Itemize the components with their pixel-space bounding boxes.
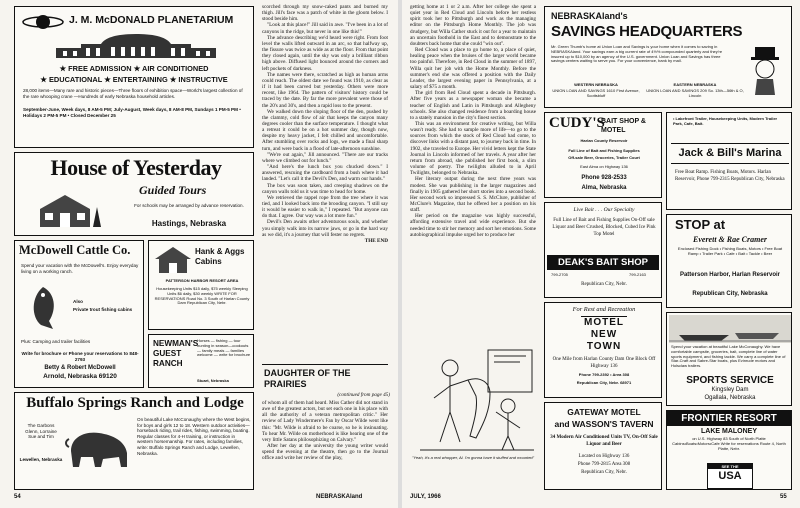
deaks-phone-1: 799-2705 <box>551 272 568 277</box>
western-branch-body: UNION LOAN AND SAVINGS 1610 First Avenue, Scottsbluff <box>552 88 640 98</box>
gateway-body: 34 Modern Air Conditioned Units TV, On-Off Sale Liquor and Beer <box>550 435 658 447</box>
saturn-icon <box>21 11 65 33</box>
gateway-location: Located on Highway 136 <box>578 454 630 459</box>
mcdowell-also: Also <box>73 299 83 304</box>
cramer-body: Enclosed Fishing Dock • Fishing Boats, Motors • Free Boat Ramp • Trailer Park • Cafe • Bait • Tackle • Beer <box>677 246 783 256</box>
article-paragraph: The box was soon taken, and creeping shadows on the canyon walls told us it was time to head for home. <box>262 182 388 195</box>
planetarium-features-2: ★ EDUCATIONAL ★ ENTERTAINING ★ INSTRUCTIVE <box>40 75 228 84</box>
left-article-column <box>262 4 388 362</box>
cartoon-illustration <box>410 342 538 454</box>
article-paragraph: Her period on the magazine was highly successful, affording extensive travel and wide experience. But she needed time to stir her memory and sort her emotions. Some autobiographical impulse urged her to produce her <box>410 213 536 238</box>
gateway-title-1: GATEWAY MOTEL <box>567 407 641 417</box>
gateway-title-2: and WASSON'S TAVERN <box>554 419 654 429</box>
mcdowell-title: McDowell Cattle Co. <box>19 243 131 257</box>
frontier-title: FRONTIER RESORT <box>667 411 791 426</box>
motel-city: Republican City, Nebr. 68971 <box>576 380 632 385</box>
right-folio: 55 <box>780 494 787 500</box>
jackbill-rule-top <box>671 143 789 144</box>
planetarium-ad <box>14 6 254 148</box>
the-end-label: THE END <box>364 237 388 244</box>
right-page <box>402 0 800 508</box>
motel-heading: For Rest and Recreation <box>572 306 636 313</box>
mcdowell-trout: Private trout fishing cabins <box>73 307 133 312</box>
eastern-branch-name: EASTERN NEBRASKA <box>673 82 717 87</box>
article-paragraph: After her day at the university the young writer would spend the evening at the theatre, then go to the Journal office and write her review of the play, <box>262 443 388 462</box>
house-of-yesterday-note: For schools may be arranged by advance reservation. <box>134 203 244 208</box>
gateway-city: Republican City, Nebr. <box>581 470 627 475</box>
jackbill-bullets: • Lakefront Trailer, Housekeeping Units, Modern Trailer Park, Cafe, Bait. <box>673 116 778 126</box>
article-paragraph: The names were there, scratched as high as human arms could reach. The oldest date we found was 1910, as clear as if it had been carved but yesterday. Others were more recent, like 1964. The pattern of visitors' history could be traced by the date. By far the more prevalent were those of the 20's and 30's, and then a rapid loss to the present. <box>262 71 388 109</box>
jackbill-rule-bottom <box>671 163 789 164</box>
cudys-line-3: East Alma on Highway 136 <box>580 164 628 169</box>
article-paragraph: scorched through my snow-caked pants and burned my thigh. Jill's face was a patch of white in the gloom below. I stood beside him. <box>262 4 388 23</box>
newmans-city: Stuart, Nebraska <box>197 378 229 383</box>
article-paragraph: "We're out again," Jill announced. "There are our tracks where we climbed out for lunch." <box>262 151 388 164</box>
newmans-title: NEWMAN'S GUEST RANCH <box>153 339 199 368</box>
savings-title-2: SAVINGS HEADQUARTERS <box>551 23 743 40</box>
see-the-label: SEE THE <box>708 464 752 469</box>
buffalo-owners: The Garbons Glenn, Lorraine Sue and Tim <box>25 423 57 440</box>
sports-town: Kingsley Dam <box>711 387 749 393</box>
house-of-yesterday-ad <box>14 152 254 236</box>
deaks-city: Republican City, Nebr. <box>581 282 627 287</box>
cramer-area: Patterson Harbor, Harlan Reservoir <box>679 272 781 278</box>
stop-title: STOP at <box>675 217 726 232</box>
deaks-phone-2: 799-2163 <box>629 272 646 277</box>
motel-sign-frame <box>581 316 627 317</box>
article-paragraph: "Look at this place!" Jill said in awe. "I've been in a lot of canyons in the ridge, but never in one like this!" <box>262 22 388 35</box>
newmans-body: Horses — fishing — tour hunting in season—cookouts — family meals — families welcome — write for brochure <box>197 338 251 358</box>
motel-name-1: MOTEL <box>584 317 624 328</box>
hank-aggs-body: Housekeeping Units $15 daily, $75 weekly Sleeping Units $6 daily, $30 weekly WRITE FOR RESERVATIONS Road No. 3 South of Harlan County Dam Republican City, Nebr. <box>154 286 250 306</box>
mcdowell-body: Spend your vacation with the McDowell's. Enjoy everyday living on a working ranch. <box>21 263 139 274</box>
hank-aggs-resort: PATTERSON HARBOR RESORT AREA <box>165 278 239 283</box>
motel-name-3: TOWN <box>586 341 622 352</box>
cabin-icon <box>153 245 193 275</box>
motel-name-2: NEW <box>590 329 618 340</box>
daughter-column <box>262 400 388 490</box>
usa-label: USA <box>718 470 742 482</box>
frontier-lake: LAKE MALONEY <box>701 428 757 435</box>
article-paragraph: getting home at 1 or 2 a.m. After her college she spent a quiet year in Red Cloud and Lincoln before her restless spirit took her to Pittsburgh and work as the managing editor on the Pittsburgh Home Monthly. The job was drudgery, but Willa Cather stuck it out for a year to maintain an uncertain foothold in the East and to demonstrate to the doubters back home that she could "win out". <box>410 4 536 47</box>
cudys-city: Alma, Nebraska <box>581 185 627 191</box>
jack-bills-marina-ad <box>666 112 792 210</box>
sports-body: Spend your vacation at beautiful Lake McConaughy. We have comfortable campsite, groceries, bait, complete line of water sports equipment, and fishing tackle. We carry a complete line of Star-Craft and Sabre-Star boats, plus Evinrude motors and Holsclaw trailers. <box>671 344 786 369</box>
cartoon-caption: "Yeah, it's a real whopper, Al. I'm gonna have it stuffed and mounted" <box>412 455 535 460</box>
buffalo-springs-ad <box>14 392 254 490</box>
cramer-stop-ad <box>666 214 792 308</box>
continued-note: (continued from page 45) <box>337 392 390 398</box>
left-folio: 54 <box>14 494 21 500</box>
article-paragraph: We retrieved the rappel rope from the tree where it was tied, and I looked back into the brooding canyon. "I still say it would be easier to walk in," I repeated. "But anyone can do that. I agree. Our way was a lot more fun." <box>262 194 388 220</box>
buffalo-body: On beautiful Lake McConaughy where the West begins, for boys and girls 12 to 18. Western outdoor activities—horseback riding, trail rides, fishing, swimming, boating. Regular classes for 4-H training, or instruction in western horsemanship. For rates, including families, write: Buffalo Springs Ranch and Lodge, Lewellen, Nebraska. <box>137 417 251 456</box>
article-paragraph: Red Cloud was a place to go home to, a place of quiet, healing peace when the bruises of the larger world became too painful. Therefore, in Red Cloud in the summer of 1897, Willa quit her job with the Home Monthly. Before the summer's end she was offered a position with the Daily Leader, the largest evening paper in Pennsylvania, at a salary of $75 a month. <box>410 47 536 91</box>
gateway-motel-ad <box>544 402 662 490</box>
cudys-line-2: Off-sale Beer, Groceries, Trailer Court <box>568 155 640 160</box>
article-paragraph: This was an environment for creative writing, but Willa wasn't ready. She had to sample more of life—to go to the sources from which the stock of Red Cloud had come, to discover links with a distant past, to journey back in time. In 1902, she traveled to Europe. Her vivid letters kept the State Journal in Lincoln informed of her travels. A year after her return from abroad, she published her first book, a slim volume of poetry. The twilights alluded to in April Twilights, belonged to Nebraska. <box>410 120 536 177</box>
cudys-line-1: Full Line of Bait and Fishing Supplies <box>568 148 640 153</box>
right-article-column <box>410 4 536 340</box>
left-page <box>0 0 398 508</box>
jumping-fish-icon <box>23 285 63 331</box>
buffalo-owner-city: Lewellen, Nebraska <box>19 457 63 462</box>
motel-body: One Mile from Harlan County Dam One Block Off Highway 136 <box>552 357 656 369</box>
article-paragraph: The girl from Red Cloud spent a decade in Pittsburgh. After five years as a newspaper woman she became a teacher of English and Latin in Pittsburgh and Allegheny schools. She also changed residence from a boarding house to a stately mansion in the city's finest section. <box>410 90 536 121</box>
sports-city: Ogallala, Nebraska <box>704 395 756 401</box>
mcdowell-names: Betty & Robert McDowell <box>44 365 116 371</box>
eastern-branch-body: UNION LOAN AND SAVINGS 209 So. 13th—56th & O, Lincoln <box>646 88 744 98</box>
hank-aggs-ad <box>148 240 254 330</box>
deaks-live-bait: Live Bait . . . Our Specialty <box>573 207 635 213</box>
house-of-yesterday-title: House of Yesterday <box>50 155 222 180</box>
mcdowell-city: Arnold, Nebraska 69120 <box>43 373 117 380</box>
buffalo-icon <box>63 427 133 471</box>
hank-aggs-title: Hank & Aggs Cabins <box>195 247 245 266</box>
cudys-bait-shop-ad <box>544 112 662 198</box>
cudys-phone: Phone 928-2533 <box>581 175 627 181</box>
cudys-area: Harlan County Reservoir <box>580 138 628 143</box>
article-paragraph: We walked down the sloping floor of the den, pushed by the clammy, cold flow of air that keeps the canyon many degrees cooler than the surface temperature. I thought what a retreat it could be on a hot summer day, though now, despite my heavy jacket, I felt chilled and uncomfortable. After stumbling over rocks and logs, we made a final sharp turn, and were back in a flood of late-afternoon sunshine. <box>262 108 388 152</box>
article-paragraph: of whom all of them had heard. Miss Cather did not stand in awe of the greatest actors, but set each one in his place with all the authority of a veteran metropolitan critic." Her review of Lady Windermere's Fan by Oscar Wilde went like this: "Mr. Wilde is afraid to be coarse, so he is insinuating. To hear Mr. Wilde on motherhood is like hearing one of the very little Satans philosophizing on Calvary." <box>262 400 388 443</box>
right-footer: JULY, 1966 <box>410 494 441 500</box>
frontier-resort-ad <box>666 410 792 490</box>
planetarium-body: 28,000 items—Many rare and historic pieces—Three floors of exhibition space—World's largest collection of the rare whooping crane —Hundreds of early Nebraska household articles. <box>23 88 243 99</box>
daughter-headline: DAUGHTER OF THE PRAIRIES <box>264 368 351 389</box>
mcdowell-camping: Plus: Camping and trailer facilities <box>21 339 91 344</box>
left-footer: NEBRASKAland <box>316 494 363 500</box>
planetarium-features-1: ★ FREE ADMISSION ★ AIR CONDITIONED <box>59 64 209 73</box>
planetarium-hours: September-June, Week days, 8 AM-5 PM; July-August, Week days, 8 AM-8 PM, Sundays 1 PM-5 PM • Holidays 2 PM-5 PM • Closed December 25 <box>23 107 241 118</box>
guided-tours-label: Guided Tours <box>139 183 207 197</box>
see-the-usa-badge <box>707 463 753 489</box>
sports-service-ad <box>666 312 792 406</box>
savings-headquarters-ad <box>544 6 792 108</box>
deaks-bait-shop-ad <box>544 202 662 298</box>
article-paragraph: Her literary output during the next three years was modest. She was publishing in the larger magazines and finally in 1905 gathered her short stories into a second book. Her second work so impressed S. S. McClure, publisher of McClure's Magazine, that he offered her a position on his staff. <box>410 176 536 214</box>
deaks-title: DEAK'S BAIT SHOP <box>547 255 659 270</box>
mr-green-thumb-icon <box>745 45 785 101</box>
savings-body: Mr. Green Thumb's home at Union Loan and Savings is your home when it comes to saving in NEBRASKAland. Your savings earn a big current rate of 4½% compounded quarterly and they're insured up to $10,000 by an agency of the U.S. government. Union Loan and Savings has three savings centers waiting to serve you. For your convenience, bank by mail. <box>551 44 723 64</box>
house-lamp-icon <box>35 189 105 229</box>
mcdowell-cattle-ad <box>14 240 144 388</box>
buffalo-springs-title: Buffalo Springs Ranch and Lodge <box>26 395 244 411</box>
motel-new-town-ad <box>544 302 662 398</box>
article-paragraph: Devil's Den awaits other adventurous souls, and whether you simply walk into its narrow jaws, or go in the hard way as we did, it's a journey that will fester no regrets. <box>262 219 388 238</box>
boat-scene-icon <box>669 315 791 343</box>
western-branch-name: WESTERN NEBRASKA <box>574 82 618 87</box>
cudys-title: CUDY'S <box>549 115 605 131</box>
house-of-yesterday-city: Hastings, Nebraska <box>151 219 227 228</box>
planetarium-building-icon <box>51 34 221 60</box>
article-paragraph: The advance describing we'd heard were right. From foot level the walls lifted outward in an arc, so that halfway up, the fissure was twice as wide as at the floor. From that point they closed again, until the sky was only a brilliant ribbon high above. Diffused light bounced around the corners and left pockets of darkness. <box>262 34 388 72</box>
frontier-body: on U.S. Highway 83 South of North Platte Cabins•Boats•Motors•Cafe Write for reservations Route 4, North Platte, Nebr. <box>672 436 786 451</box>
jackbill-body: Free Boat Ramp. Fishing Boats, Motors. Harlan Reservoir, Phone 799-2315 Republican City, Nebraska <box>675 170 785 182</box>
deaks-body: Full Line of Bait and Fishing Supplies On-Off sale Liquor and Beer Crushed, Blocked, Cubed Ice Pink Top Motel <box>552 218 656 237</box>
mcdowell-write: Write for brochure or Phone your reservations to 848-2793 <box>21 351 139 362</box>
cramer-name: Everett & Rae Cramer <box>693 235 767 244</box>
article-paragraph: "And here's the lunch box you chucked down." I answered, rescuing the cardboard from a bush where it had landed. "Let's call it the Devil's Den, and warm our hands." <box>262 164 388 183</box>
planetarium-title: J. M. McDONALD PLANETARIUM <box>69 14 234 26</box>
sports-title: SPORTS SERVICE <box>686 375 774 386</box>
article-divider <box>262 364 388 365</box>
cramer-city: Republican City, Nebraska <box>692 291 768 297</box>
cudys-subtitle: BAIT SHOP & MOTEL <box>601 118 646 134</box>
gateway-phone: Phone 799-2815 Area 308 <box>577 462 631 467</box>
motel-phone: Phone 799-2392 • Area 308 <box>578 372 630 377</box>
newmans-ranch-ad <box>148 334 254 388</box>
fish-cartoon <box>410 342 538 478</box>
savings-title-1: NEBRASKAland's <box>551 11 628 21</box>
jackbill-title: Jack & Bill's Marina <box>678 147 782 159</box>
